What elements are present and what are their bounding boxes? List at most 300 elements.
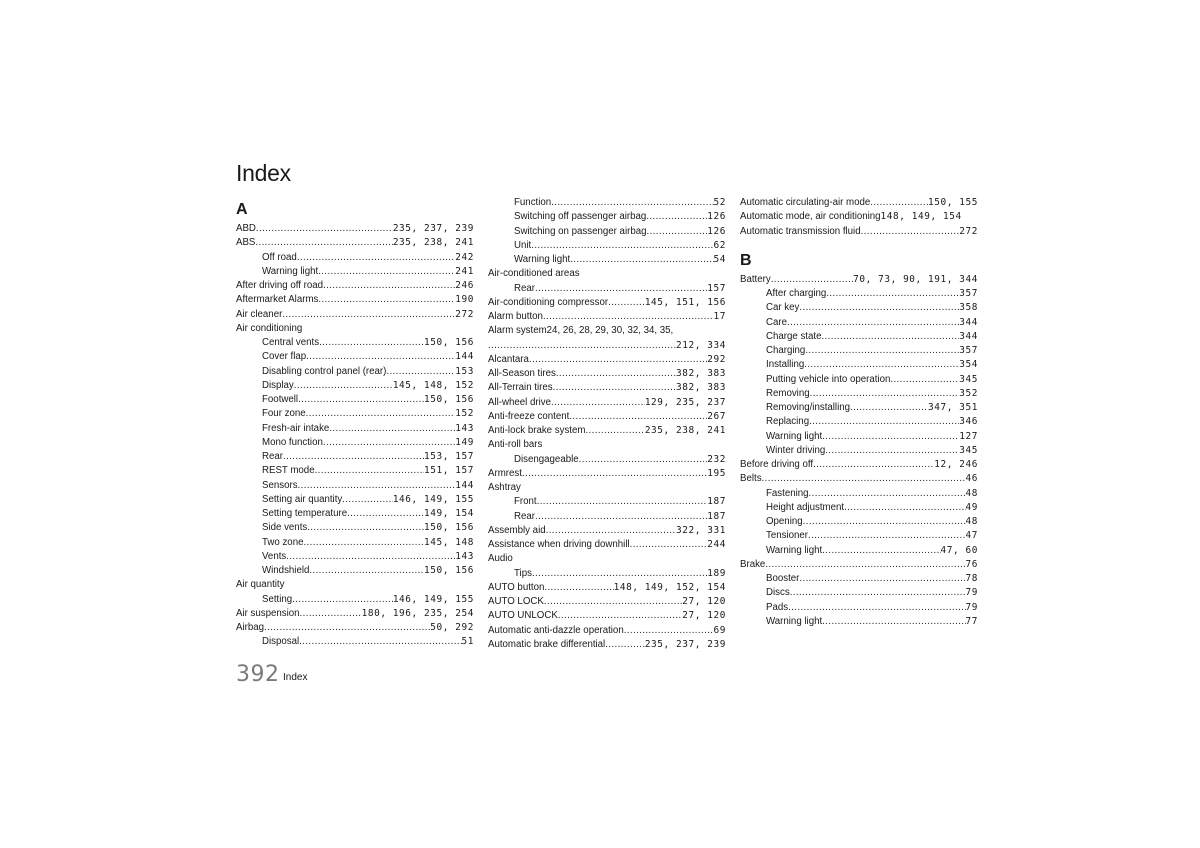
index-page-refs: 144 bbox=[455, 351, 474, 363]
index-page-refs: 150, 156 bbox=[424, 394, 474, 405]
index-subentry bbox=[740, 601, 978, 615]
index-term: Automatic brake differential bbox=[488, 638, 606, 650]
index-subentry bbox=[740, 330, 978, 344]
index-page-refs: 153 bbox=[455, 365, 474, 377]
dot-leader bbox=[298, 393, 424, 407]
index-subentry bbox=[488, 239, 726, 253]
index-entry bbox=[488, 424, 726, 438]
index-page-refs: 357 bbox=[959, 345, 978, 356]
index-page-refs: 54 bbox=[713, 254, 726, 265]
dot-leader bbox=[543, 310, 714, 324]
dot-leader bbox=[264, 621, 430, 635]
index-page-refs: 47 bbox=[965, 530, 978, 542]
index-term: Warning light bbox=[766, 615, 823, 627]
index-page-refs: 48 bbox=[965, 487, 978, 499]
index-page-refs: 292 bbox=[707, 353, 726, 365]
index-page-refs: 195 bbox=[707, 467, 726, 479]
index-subentry bbox=[236, 521, 474, 535]
index-subentry bbox=[236, 493, 474, 507]
dot-leader bbox=[570, 253, 713, 267]
index-term: Opening bbox=[766, 516, 803, 527]
index-page-refs: 149, 154 bbox=[424, 508, 474, 519]
page-title: Index bbox=[236, 160, 291, 186]
index-page-refs: 79 bbox=[965, 601, 978, 613]
index-term: Warning light bbox=[514, 254, 571, 265]
dot-leader bbox=[646, 210, 707, 224]
index-term: Winter driving bbox=[766, 444, 826, 456]
index-term: Setting air quantity bbox=[262, 493, 343, 505]
dot-leader bbox=[306, 407, 456, 421]
index-entry bbox=[488, 410, 726, 424]
index-page-refs: 180, 196, 235, 254 bbox=[361, 607, 474, 619]
index-page-refs: 344 bbox=[959, 316, 978, 328]
dot-leader bbox=[585, 424, 644, 438]
index-page-refs: 358 bbox=[959, 302, 978, 314]
index-page-refs: 345 bbox=[959, 444, 978, 456]
dot-leader bbox=[646, 225, 707, 239]
index-term: Windshield bbox=[262, 565, 310, 576]
dot-leader bbox=[822, 544, 940, 558]
index-entry bbox=[488, 638, 726, 652]
index-page-refs: 212, 334 bbox=[676, 339, 726, 351]
index-column-1 bbox=[236, 200, 474, 650]
index-entry bbox=[740, 558, 978, 572]
index-term: Warning light bbox=[766, 430, 823, 442]
index-term: Alcantara bbox=[488, 353, 529, 365]
index-term: Alarm button bbox=[488, 311, 543, 322]
index-page-refs: 144 bbox=[455, 479, 474, 491]
index-term: Unit bbox=[514, 239, 532, 251]
dot-leader bbox=[861, 225, 960, 239]
index-term: Tensioner bbox=[766, 530, 809, 542]
index-page-refs: 187 bbox=[707, 496, 726, 508]
dot-leader bbox=[532, 567, 707, 581]
index-term: Battery bbox=[740, 273, 771, 285]
index-term: Air conditioning bbox=[236, 322, 303, 334]
index-term: ABS bbox=[236, 237, 256, 249]
index-column-2 bbox=[488, 196, 726, 652]
index-subentry bbox=[488, 510, 726, 524]
index-subentry bbox=[740, 544, 978, 558]
index-entry bbox=[740, 273, 978, 287]
index-subentry bbox=[236, 265, 474, 279]
index-subentry bbox=[236, 564, 474, 578]
index-subentry bbox=[740, 444, 978, 458]
index-term: Cover flap bbox=[262, 351, 307, 363]
index-term: ABD bbox=[236, 223, 256, 234]
dot-leader bbox=[286, 550, 455, 564]
index-term: Setting temperature bbox=[262, 508, 348, 519]
index-term: Fastening bbox=[766, 487, 809, 499]
index-term: Display bbox=[262, 379, 294, 391]
index-entry bbox=[488, 538, 726, 552]
dot-leader bbox=[822, 430, 959, 444]
index-term: All-wheel drive bbox=[488, 396, 551, 408]
index-term: Air cleaner bbox=[236, 308, 283, 320]
index-term: Charge state bbox=[766, 330, 822, 342]
dot-leader bbox=[790, 586, 966, 600]
index-page-refs: 127 bbox=[959, 430, 978, 442]
index-entry bbox=[488, 624, 726, 638]
index-subentry bbox=[740, 487, 978, 501]
index-page-refs: 152 bbox=[455, 408, 474, 420]
index-subentry bbox=[488, 225, 726, 239]
index-page-refs: 235, 238, 241 bbox=[644, 425, 726, 436]
index-term: Air-conditioning compressor bbox=[488, 296, 609, 308]
index-term: Before driving off bbox=[740, 459, 814, 470]
dot-leader bbox=[762, 472, 966, 486]
index-subentry bbox=[740, 586, 978, 600]
index-page-refs: 354 bbox=[959, 359, 978, 371]
index-page-refs: 143 bbox=[455, 422, 474, 434]
index-page-refs: 189 bbox=[707, 567, 726, 579]
index-subentry bbox=[740, 301, 978, 315]
dot-leader bbox=[298, 479, 456, 493]
index-subentry bbox=[740, 430, 978, 444]
index-term: All-Season tires bbox=[488, 368, 556, 379]
dot-leader bbox=[300, 607, 362, 621]
dot-leader bbox=[808, 529, 965, 543]
index-page-refs: 149 bbox=[455, 436, 474, 448]
dot-leader bbox=[765, 558, 965, 572]
index-entry bbox=[740, 196, 978, 210]
index-subentry bbox=[236, 436, 474, 450]
index-term: Car key bbox=[766, 302, 800, 314]
index-term: After charging bbox=[766, 288, 827, 299]
index-page-refs: 76 bbox=[965, 558, 978, 570]
dot-leader bbox=[804, 358, 959, 372]
index-subentry bbox=[236, 379, 474, 393]
dot-leader bbox=[283, 450, 424, 464]
index-term: Discs bbox=[766, 587, 790, 599]
dot-leader bbox=[256, 222, 393, 236]
index-subentry bbox=[236, 251, 474, 265]
index-subentry bbox=[488, 567, 726, 581]
index-entry bbox=[488, 609, 726, 623]
index-term: Air suspension bbox=[236, 607, 300, 619]
index-entry bbox=[488, 353, 726, 367]
index-term: Fresh-air intake bbox=[262, 422, 330, 434]
dot-leader bbox=[809, 415, 959, 429]
dot-leader bbox=[292, 593, 393, 607]
dot-leader bbox=[306, 350, 455, 364]
dot-leader bbox=[546, 524, 676, 538]
index-entry bbox=[236, 322, 474, 336]
index-entry bbox=[236, 578, 474, 592]
index-term: REST mode bbox=[262, 465, 315, 477]
index-subentry bbox=[236, 365, 474, 379]
index-subentry bbox=[740, 501, 978, 515]
dot-leader bbox=[544, 595, 682, 609]
index-page-refs: 151, 157 bbox=[424, 465, 474, 477]
index-page-refs: 148, 149, 154 bbox=[880, 211, 962, 223]
dot-leader bbox=[558, 609, 682, 623]
index-page-refs: 62 bbox=[713, 239, 726, 251]
index-term: Side vents bbox=[262, 522, 308, 534]
index-subentry bbox=[236, 507, 474, 521]
index-term: Air-conditioned areas bbox=[488, 268, 580, 280]
index-term: Setting bbox=[262, 593, 293, 605]
index-entry bbox=[488, 552, 726, 566]
index-page-refs: 157 bbox=[707, 282, 726, 294]
index-term: Switching on passenger airbag bbox=[514, 225, 647, 237]
section-letter-a: A bbox=[236, 201, 248, 218]
dot-leader bbox=[531, 239, 713, 253]
dot-leader bbox=[529, 353, 707, 367]
index-page-refs: 357 bbox=[959, 288, 978, 299]
index-page-refs: 50, 292 bbox=[430, 622, 474, 633]
index-subentry bbox=[488, 210, 726, 224]
index-subentry bbox=[740, 615, 978, 629]
dot-leader bbox=[303, 536, 424, 550]
dot-leader bbox=[822, 615, 965, 629]
index-page-refs: 70, 73, 90, 191, 344 bbox=[853, 273, 978, 285]
index-entry bbox=[740, 472, 978, 486]
index-term: Installing bbox=[766, 359, 805, 371]
index-entry bbox=[488, 581, 726, 595]
index-term: Anti-roll bars bbox=[488, 439, 543, 451]
dot-leader bbox=[553, 381, 676, 395]
index-term: Booster bbox=[766, 573, 800, 584]
index-subentry bbox=[236, 479, 474, 493]
dot-leader bbox=[890, 373, 959, 387]
dot-leader bbox=[826, 287, 959, 301]
index-entry bbox=[236, 293, 474, 307]
index-entry bbox=[236, 607, 474, 621]
index-subentry bbox=[236, 350, 474, 364]
dot-leader bbox=[488, 339, 676, 353]
index-term: Automatic transmission fluid bbox=[740, 225, 861, 237]
index-term: Anti-lock brake system bbox=[488, 425, 586, 436]
index-subentry bbox=[740, 515, 978, 529]
dot-leader bbox=[347, 507, 424, 521]
index-term: Automatic anti-dazzle operation bbox=[488, 624, 624, 636]
index-entry bbox=[488, 310, 726, 324]
index-subentry bbox=[740, 529, 978, 543]
dot-leader bbox=[799, 301, 959, 315]
index-entry bbox=[488, 339, 726, 353]
index-subentry bbox=[236, 393, 474, 407]
index-page-refs: 235, 237, 239 bbox=[644, 638, 726, 650]
index-term: Footwell bbox=[262, 394, 299, 405]
index-subentry bbox=[740, 316, 978, 330]
dot-leader bbox=[315, 464, 424, 478]
index-term: Disposal bbox=[262, 636, 300, 648]
index-entry bbox=[488, 324, 726, 338]
index-page-refs: 143 bbox=[455, 550, 474, 562]
dot-leader bbox=[821, 330, 959, 344]
dot-leader bbox=[799, 572, 965, 586]
index-entry bbox=[236, 236, 474, 250]
index-term: Rear bbox=[262, 451, 283, 462]
index-page-refs: 146, 149, 155 bbox=[392, 593, 474, 605]
index-entry bbox=[236, 308, 474, 322]
index-term: Sensors bbox=[262, 479, 298, 491]
index-entry bbox=[488, 438, 726, 452]
index-term: Assistance when driving downhill bbox=[488, 539, 630, 550]
index-entry bbox=[488, 267, 726, 281]
dot-leader bbox=[810, 387, 960, 401]
index-term: Armrest bbox=[488, 467, 522, 479]
index-term: Front bbox=[514, 496, 537, 508]
index-entry bbox=[488, 367, 726, 381]
index-page-refs: 129, 235, 237 bbox=[644, 396, 726, 408]
index-subentry bbox=[236, 550, 474, 564]
dot-leader bbox=[537, 495, 708, 509]
dot-leader bbox=[850, 401, 928, 415]
dot-leader bbox=[318, 265, 455, 279]
index-page-refs: 48 bbox=[965, 516, 978, 527]
index-term: Height adjustment bbox=[766, 501, 845, 513]
dot-leader bbox=[605, 638, 645, 652]
dot-leader bbox=[323, 279, 455, 293]
dot-leader bbox=[803, 515, 966, 529]
dot-leader bbox=[318, 293, 455, 307]
index-subentry bbox=[236, 536, 474, 550]
dot-leader bbox=[771, 273, 853, 287]
index-page-refs: 153, 157 bbox=[424, 451, 474, 462]
dot-leader bbox=[329, 422, 455, 436]
index-page-refs: 150, 155 bbox=[928, 197, 978, 208]
dot-leader bbox=[535, 510, 707, 524]
dot-leader bbox=[297, 251, 455, 265]
index-page-refs: 322, 331 bbox=[676, 524, 726, 536]
index-page-refs: 242 bbox=[455, 251, 474, 263]
index-term: Airbag bbox=[236, 622, 265, 633]
index-term: Four zone bbox=[262, 408, 306, 420]
index-term: Belts bbox=[740, 473, 762, 485]
index-entry bbox=[236, 621, 474, 635]
index-term: Removing/installing bbox=[766, 402, 850, 413]
index-page-refs: 352 bbox=[959, 387, 978, 399]
footer-section-label: Index bbox=[283, 672, 308, 683]
index-page-refs: 146, 149, 155 bbox=[392, 493, 474, 505]
index-page-refs: 344 bbox=[959, 330, 978, 342]
dot-leader bbox=[551, 196, 713, 210]
dot-leader bbox=[522, 467, 707, 481]
index-term: Anti-freeze content bbox=[488, 410, 570, 422]
index-term: Rear bbox=[514, 510, 535, 522]
dot-leader bbox=[556, 367, 676, 381]
index-entry bbox=[236, 222, 474, 236]
index-term: Pads bbox=[766, 601, 789, 613]
dot-leader bbox=[787, 316, 959, 330]
index-subentry bbox=[236, 450, 474, 464]
index-term: Warning light bbox=[262, 265, 319, 277]
index-entry bbox=[488, 467, 726, 481]
index-term: Ashtray bbox=[488, 482, 521, 493]
index-entry bbox=[488, 524, 726, 538]
index-term: Disengageable bbox=[514, 453, 579, 465]
index-page-refs: 267 bbox=[707, 410, 726, 422]
index-subentry bbox=[488, 495, 726, 509]
dot-leader bbox=[624, 624, 714, 638]
dot-leader bbox=[323, 436, 455, 450]
index-page-refs: 27, 120 bbox=[682, 596, 726, 607]
index-subentry bbox=[740, 401, 978, 415]
index-term: Charging bbox=[766, 345, 806, 356]
dot-leader bbox=[608, 296, 645, 310]
index-subentry bbox=[740, 387, 978, 401]
index-subentry bbox=[236, 422, 474, 436]
index-page-refs: 46 bbox=[965, 473, 978, 485]
index-term: Care bbox=[766, 316, 787, 328]
dot-leader bbox=[319, 336, 424, 350]
index-entry bbox=[740, 210, 978, 224]
index-term: Off road bbox=[262, 251, 297, 263]
dot-leader bbox=[809, 487, 966, 501]
dot-leader bbox=[386, 365, 455, 379]
dot-leader bbox=[805, 344, 959, 358]
dot-leader bbox=[579, 453, 708, 467]
index-page-refs: 232 bbox=[707, 453, 726, 465]
index-page-refs: 235, 238, 241 bbox=[392, 237, 474, 249]
index-page-refs: 79 bbox=[965, 587, 978, 599]
index-term: Mono function bbox=[262, 436, 323, 448]
index-subentry bbox=[236, 336, 474, 350]
index-page-refs: 244 bbox=[707, 539, 726, 550]
index-entry bbox=[236, 279, 474, 293]
index-page-refs: 27, 120 bbox=[682, 610, 726, 622]
index-subentry bbox=[488, 453, 726, 467]
index-subentry bbox=[236, 464, 474, 478]
index-term: AUTO LOCK bbox=[488, 596, 544, 607]
dot-leader bbox=[282, 308, 455, 322]
index-page-refs: 246 bbox=[455, 280, 474, 291]
index-page-refs: 148, 149, 152, 154 bbox=[613, 581, 726, 593]
dot-leader bbox=[551, 396, 645, 410]
index-term: Air quantity bbox=[236, 579, 285, 591]
dot-leader bbox=[294, 379, 393, 393]
index-term: Audio bbox=[488, 553, 513, 565]
index-page-refs: 346 bbox=[959, 416, 978, 428]
index-entry bbox=[488, 481, 726, 495]
index-entry bbox=[488, 595, 726, 609]
index-entry bbox=[488, 296, 726, 310]
index-term: All-Terrain tires bbox=[488, 382, 553, 394]
index-page-refs: 47, 60 bbox=[940, 544, 978, 556]
dot-leader bbox=[788, 601, 965, 615]
index-page-refs: 52 bbox=[713, 197, 726, 208]
index-term: Brake bbox=[740, 558, 766, 570]
index-page-refs: 49 bbox=[965, 501, 978, 513]
index-page-refs: 187 bbox=[707, 510, 726, 522]
index-page-refs: 78 bbox=[965, 573, 978, 584]
index-column-3 bbox=[740, 196, 978, 629]
index-subentry bbox=[236, 593, 474, 607]
index-term: Warning light bbox=[766, 544, 823, 556]
dot-leader bbox=[630, 538, 708, 552]
index-subentry bbox=[740, 358, 978, 372]
index-page-refs: 77 bbox=[965, 615, 978, 627]
index-entry bbox=[740, 225, 978, 239]
index-page-refs: 150, 156 bbox=[424, 522, 474, 534]
dot-leader bbox=[825, 444, 959, 458]
index-term: Two zone bbox=[262, 536, 304, 548]
index-subentry bbox=[236, 407, 474, 421]
index-term: Replacing bbox=[766, 416, 810, 428]
dot-leader bbox=[844, 501, 965, 515]
index-page-refs: 150, 156 bbox=[424, 337, 474, 348]
index-term: Alarm system24, 26, 28, 29, 30, 32, 34, 35, bbox=[488, 325, 674, 337]
dot-leader bbox=[544, 581, 613, 595]
dot-leader bbox=[255, 236, 392, 250]
index-subentry bbox=[236, 635, 474, 649]
index-page-refs: 272 bbox=[455, 308, 474, 320]
index-subentry bbox=[488, 282, 726, 296]
index-page-refs: 150, 156 bbox=[424, 565, 474, 576]
index-subentry bbox=[740, 572, 978, 586]
